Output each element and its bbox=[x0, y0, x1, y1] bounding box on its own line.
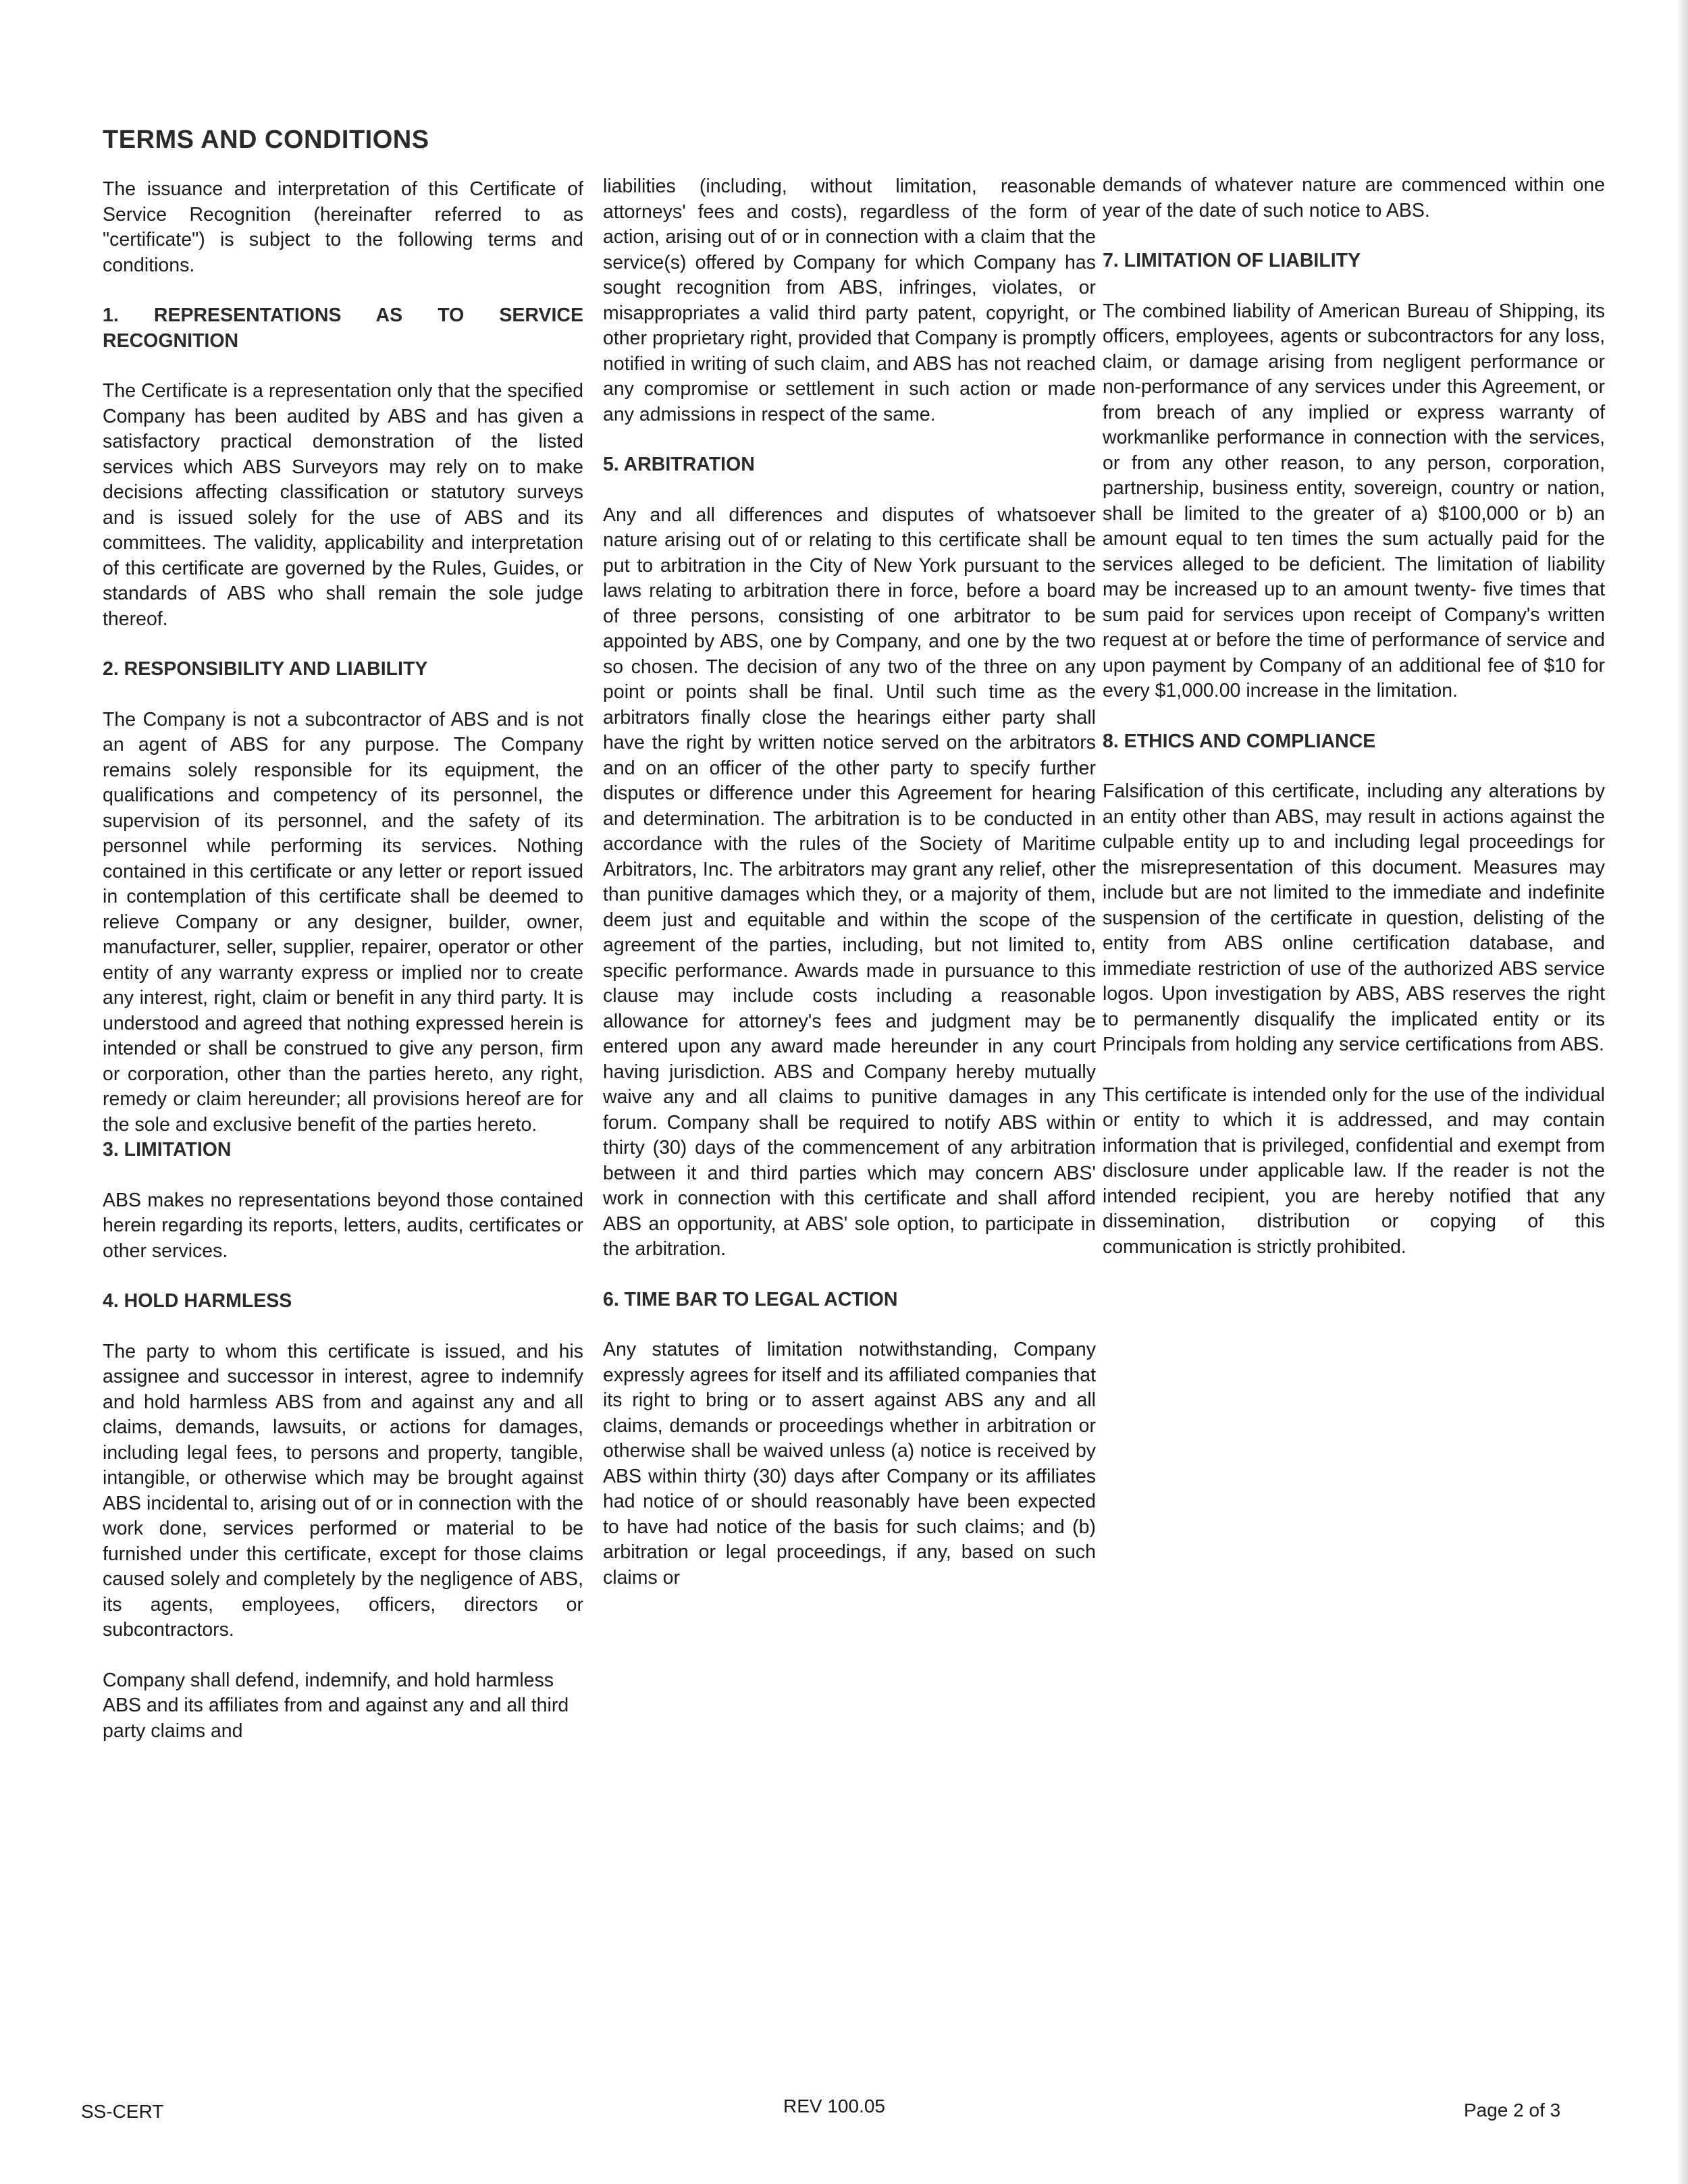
section-4-heading: 4. HOLD HARMLESS bbox=[103, 1290, 292, 1312]
section-5-text: Any and all differences and disputes of whatsoever nature arising out of or relating to this certificate shall be put to arbitration in the City of New York pursuant to the laws relating to arbitration there in force, before a board of three persons, consisting of one arbitrator to be appointed by ABS, one by Company, and one by the two so chosen. The decision of any two of the three on any point or points shall be final. Until such time as the arbitrators finally close the hearings either party shall have the right by written notice served on the arbitrators and on an officer of the other party to specify further disputes or difference under this Agreement for hearing and determination. The arbitration is to be conducted in accordance with the rules of the Society of Maritime Arbitrators, Inc. The arbitrators may grant any relief, other than punitive damages which they, or a majority of them, deem just and equitable and within the scope of the agreement of the parties, including, but not limited to, specific performance. Awards made in pursuance to this clause may include costs including a reasonable allowance for attorney's fees and judgment may be entered upon any award made hereunder in any court having jurisdiction. ABS and Company hereby mutually waive any and all claims to punitive damages in any forum. Company shall be required to notify ABS within thirty (30) days of the commencement of any arbitration between it and third parties which may concern ABS' work in connection with this certificate and shall afford ABS an opportunity, at ABS' sole option, to participate in the arbitration. bbox=[603, 504, 1096, 1260]
section-8-text: Falsification of this certificate, including any alterations by an entity other than ABS, may result in actions against the culpable entity up to and including legal proceedings for the misrepresentation of this document. Measures may include but are not limited to the immediate and indefinite suspension of the certificate in question, delisting of the entity from ABS online certification database, and immediate restriction of use of the authorized ABS service logos. Upon investigation by ABS, ABS reserves the right to permanently disqualify the implicated entity or its Principals from holding any service certifications from ABS. bbox=[1103, 780, 1605, 1055]
section-6-text: Any statutes of limitation notwithstanding, Company expressly agrees for itself and its affiliated companies that its right to bring or to assert against ABS any and all claims, demands or proceedings whether in arbitration or otherwise shall be waived unless (a) notice is received by ABS within thirty (30) days after Company or its affiliates had notice of or should reasonably have been expected to have had notice of the basis for such claims; and (b) arbitration or legal proceedings, if any, based on such claims or bbox=[603, 1339, 1096, 1589]
revision-label: REV 100.05 bbox=[783, 2096, 885, 2116]
section-2-text: The Company is not a subcontractor of ABS and is not an agent of ABS for any purpose. The Company remains solely responsible for its equipment, the qualifications and competency of its personnel, the supervision of its personnel, and the safety of its personnel while performing its services. Nothing contained in this certificate or any letter or report issued in contemplation of this certificate shall be deemed to relieve Company or any designer, builder, owner, manufacturer, seller, supplier, repairer, operator or other entity of any warranty express or implied nor to create any interest, right, claim or benefit in any third party. It is understood and agreed that nothing expressed herein is intended or shall be construed to give any person, firm or corporation, other than the parties hereto, any right, remedy or claim hereunder; all provisions hereof are for the sole and exclusive benefit of the parties hereto. bbox=[103, 708, 583, 1136]
column-2 bbox=[603, 174, 1096, 1616]
section-3-text: ABS makes no representations beyond those contained herein regarding its reports, letters, audits, certificates or other services. bbox=[103, 1189, 583, 1262]
section-7-heading: 7. LIMITATION OF LIABILITY bbox=[1103, 250, 1361, 271]
section-7-text: The combined liability of American Bureau of Shipping, its officers, employees, agents or subcontractors for any loss, claim, or damage arising from negligent performance or non-performance of any services under this Agreement, or from breach of any implied or express warranty of workmanlike performance in connection with the services, or from any other reason, to any person, corporation, partnership, business entity, sovereign, country or nation, shall be limited to the greater of a) $100,000 or b) an amount equal to ten times the sum actually paid for the services alleged to be deficient. The limitation of liability may be increased up to an amount twenty- five times that sum paid for services upon receipt of Company's written request at or before the time of performance of service and upon payment by Company of an additional fee of $10 for every $1,000.00 increase in the limitation. bbox=[1103, 300, 1605, 701]
section-8-heading: 8. ETHICS AND COMPLIANCE bbox=[1103, 730, 1376, 752]
form-code: SS-CERT bbox=[81, 2101, 164, 2122]
section-6-heading: 6. TIME BAR TO LEGAL ACTION bbox=[603, 1288, 898, 1310]
section-4-continuation: liabilities (including, without limitation, reasonable attorneys' fees and costs), regardless of the form of action, arising out of or in connection with a claim that the service(s) offered by Company for which Company has sought recognition from ABS, infringes, violates, or misappropriates a valid third party patent, copyright, or other proprietary right, provided that Company is promptly notified in writing of such claim, and ABS has not reached any compromise or settlement in such action or made any admissions in respect of the same. bbox=[603, 176, 1096, 425]
page-number: Page 2 of 3 bbox=[1464, 2100, 1561, 2121]
section-3-heading: 3. LIMITATION bbox=[103, 1139, 232, 1161]
section-2-heading: 2. RESPONSIBILITY AND LIABILITY bbox=[103, 658, 428, 680]
page-edge bbox=[1677, 0, 1688, 2184]
page-title: TERMS AND CONDITIONS bbox=[103, 126, 429, 154]
section-6-continuation: demands of whatever nature are commenced within one year of the date of such notice to ABS. bbox=[1103, 174, 1605, 221]
section-1-heading: 1. REPRESENTATIONS AS TO SERVICE RECOGNITION bbox=[103, 304, 583, 352]
section-1-text: The Certificate is a representation only that the specified Company has been audited by ABS and has given a satisfactory practical demonstration of the listed services which ABS Surveyors may rely on to make decisions affecting classification or statutory surveys and is issued solely for the use of ABS and its committees. The validity, applicability and interpretation of this certificate are governed by the Rules, Guides, or standards of ABS who shall remain the sole judge thereof. bbox=[103, 380, 583, 630]
intro-paragraph: The issuance and interpretation of this Certificate of Service Recognition (hereinafter referred to as "certificate") is subject to the following terms and conditions. bbox=[103, 178, 583, 276]
column-1 bbox=[103, 177, 583, 1769]
section-4-text: The party to whom this certificate is issued, and his assignee and successor in interest, agree to indemnify and hold harmless ABS from and against any and all claims, demands, lawsuits, or actions for damages, including legal fees, to persons and property, tangible, intangible, or otherwise which may be brought against ABS incidental to, arising out of or in connection with the work done, services performed or material to be furnished under this certificate, except for those claims caused solely and completely by the negligence of ABS, its agents, employees, officers, directors or subcontractors. bbox=[103, 1340, 583, 1641]
section-4-text-continued: Company shall defend, indemnify, and hold harmless ABS and its affiliates from and against any and all third party claims and bbox=[103, 1669, 569, 1742]
section-5-heading: 5. ARBITRATION bbox=[603, 454, 755, 475]
confidentiality-notice: This certificate is intended only for the use of the individual or entity to which it is addressed, and may contain information that is privileged, confidential and exempt from disclosure under applicable law. If the reader is not the intended recipient, you are hereby notified that any dissemination, distribution or copying of this communication is strictly prohibited. bbox=[1103, 1084, 1605, 1258]
column-3 bbox=[1103, 173, 1605, 1285]
